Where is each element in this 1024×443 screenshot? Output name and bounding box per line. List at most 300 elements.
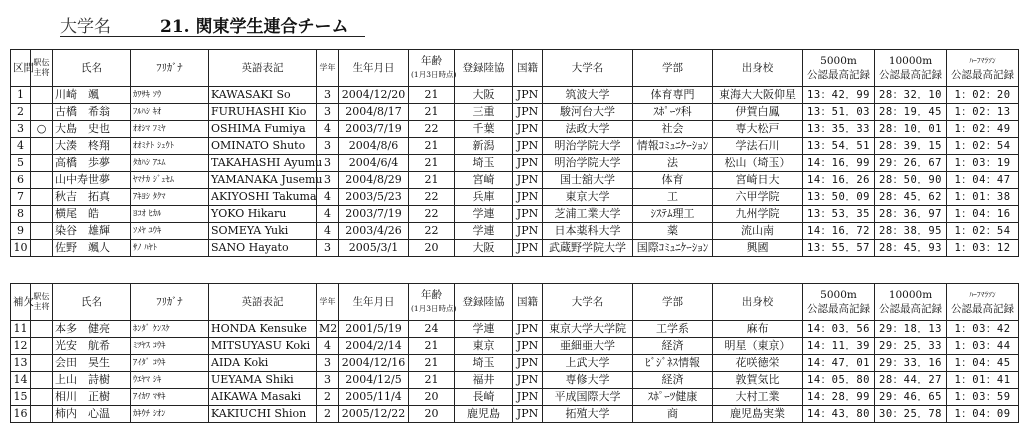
cell-nationality: JPN xyxy=(513,206,543,223)
cell-university: 東京大学大学院 xyxy=(543,321,633,338)
cell-age: 21 xyxy=(409,355,455,372)
cell-grade: 4 xyxy=(317,223,339,240)
cell-half-marathon: 1：04：45 xyxy=(947,355,1019,372)
cell-age: 22 xyxy=(409,189,455,206)
cell-number: 11 xyxy=(11,321,31,338)
reserve-row xyxy=(11,372,1019,389)
cell-faculty: ｽﾎﾟｰﾂ科 xyxy=(633,104,713,121)
reserve-row xyxy=(11,321,1019,338)
cell-10000m: 28：45．93 xyxy=(875,240,947,257)
cell-furigana: ｶｷｳﾁ ｼｵﾝ xyxy=(131,406,209,423)
cell-name: 会田 昊生 xyxy=(53,355,131,372)
cell-school: 敦賀気比 xyxy=(713,372,803,389)
cell-faculty: 情報ｺﾐｭﾆｹｰｼｮﾝ xyxy=(633,138,713,155)
cell-captain xyxy=(31,223,53,240)
cell-half-marathon: 1：02：54 xyxy=(947,223,1019,240)
cell-half-marathon: 1：03：12 xyxy=(947,240,1019,257)
cell-registered: 宮崎 xyxy=(455,172,513,189)
cell-university: 上武大学 xyxy=(543,355,633,372)
cell-number: 8 xyxy=(11,206,31,223)
cell-name: 川崎 颯 xyxy=(53,87,131,104)
cell-captain xyxy=(31,355,53,372)
header-birth: 生年月日 xyxy=(339,284,409,321)
cell-half-marathon: 1：02：54 xyxy=(947,138,1019,155)
header-age: 年齢 (1月3日時点) xyxy=(409,284,455,321)
reserves-table xyxy=(10,283,1019,423)
cell-english: SANO Hayato xyxy=(209,240,317,257)
cell-number: 6 xyxy=(11,172,31,189)
cell-age: 24 xyxy=(409,321,455,338)
cell-english: MITSUYASU Koki xyxy=(209,338,317,355)
university-label: 大学名 xyxy=(60,17,111,37)
cell-nationality: JPN xyxy=(513,321,543,338)
runner-row xyxy=(11,155,1019,172)
cell-birth: 2005/11/4 xyxy=(339,389,409,406)
cell-furigana: ﾖｺｵ ﾋｶﾙ xyxy=(131,206,209,223)
cell-grade: 4 xyxy=(317,121,339,138)
reserve-row xyxy=(11,338,1019,355)
cell-school: 花咲徳栄 xyxy=(713,355,803,372)
cell-faculty: ｼｽﾃﾑ理工 xyxy=(633,206,713,223)
runner-row xyxy=(11,121,1019,138)
cell-registered: 鹿児島 xyxy=(455,406,513,423)
cell-furigana: ｶﾜｻｷ ｿｳ xyxy=(131,87,209,104)
cell-number: 4 xyxy=(11,138,31,155)
cell-half-marathon: 1：01：41 xyxy=(947,372,1019,389)
cell-number: 1 xyxy=(11,87,31,104)
cell-grade: 4 xyxy=(317,338,339,355)
cell-school: 松山（埼玉） xyxy=(713,155,803,172)
header-ekiden-captain: 駅伝 主将 xyxy=(31,284,53,321)
cell-5000m: 14：11．39 xyxy=(803,338,875,355)
cell-10000m: 30：25．78 xyxy=(875,406,947,423)
header-university: 大学名 xyxy=(543,284,633,321)
cell-number: 10 xyxy=(11,240,31,257)
cell-faculty: 体育専門 xyxy=(633,87,713,104)
cell-registered: 大阪 xyxy=(455,87,513,104)
cell-captain xyxy=(31,155,53,172)
cell-grade: 3 xyxy=(317,155,339,172)
cell-grade: 3 xyxy=(317,355,339,372)
cell-birth: 2004/12/20 xyxy=(339,87,409,104)
header-nationality: 国籍 xyxy=(513,284,543,321)
cell-registered: 学連 xyxy=(455,223,513,240)
cell-furigana: ﾐﾂﾔｽ ｺｳｷ xyxy=(131,338,209,355)
cell-captain xyxy=(31,87,53,104)
cell-half-marathon: 1：02：49 xyxy=(947,121,1019,138)
cell-school: 麻布 xyxy=(713,321,803,338)
cell-10000m: 29：26．67 xyxy=(875,155,947,172)
cell-furigana: ｳｴﾔﾏ ｼｷ xyxy=(131,372,209,389)
cell-registered: 三重 xyxy=(455,104,513,121)
cell-registered: 長崎 xyxy=(455,389,513,406)
cell-10000m: 28：38．95 xyxy=(875,223,947,240)
header-registered: 登録陸協 xyxy=(455,284,513,321)
cell-grade: 4 xyxy=(317,189,339,206)
cell-captain: ○ xyxy=(31,121,53,138)
cell-faculty: 法 xyxy=(633,155,713,172)
cell-english: OMINATO Shuto xyxy=(209,138,317,155)
runner-row xyxy=(11,240,1019,257)
header-half-marathon: ﾊｰﾌﾏﾗｿﾝ 公認最高記録 xyxy=(947,284,1019,321)
cell-faculty: 国際ｺﾐｭﾆｹｰｼｮﾝ xyxy=(633,240,713,257)
cell-5000m: 13：51．03 xyxy=(803,104,875,121)
cell-birth: 2004/12/16 xyxy=(339,355,409,372)
cell-english: HONDA Kensuke xyxy=(209,321,317,338)
cell-5000m: 14：28．99 xyxy=(803,389,875,406)
cell-nationality: JPN xyxy=(513,104,543,121)
cell-nationality: JPN xyxy=(513,172,543,189)
cell-registered: 学連 xyxy=(455,206,513,223)
cell-birth: 2003/7/19 xyxy=(339,121,409,138)
header-school: 出身校 xyxy=(713,284,803,321)
cell-english: YAMANAKA Jusemu xyxy=(209,172,317,189)
cell-number: 9 xyxy=(11,223,31,240)
cell-number: 13 xyxy=(11,355,31,372)
cell-age: 21 xyxy=(409,338,455,355)
runner-row xyxy=(11,206,1019,223)
cell-10000m: 28：50．90 xyxy=(875,172,947,189)
cell-university: 芝浦工業大学 xyxy=(543,206,633,223)
cell-faculty: 経済 xyxy=(633,372,713,389)
runner-row xyxy=(11,104,1019,121)
header-5000m: 5000m 公認最高記録 xyxy=(803,50,875,87)
cell-nationality: JPN xyxy=(513,355,543,372)
cell-captain xyxy=(31,189,53,206)
cell-5000m: 14：16．99 xyxy=(803,155,875,172)
header-5000m: 5000m 公認最高記録 xyxy=(803,284,875,321)
header-half-marathon: ﾊｰﾌﾏﾗｿﾝ 公認最高記録 xyxy=(947,50,1019,87)
cell-faculty: ﾋﾞｼﾞﾈｽ情報 xyxy=(633,355,713,372)
cell-university: 法政大学 xyxy=(543,121,633,138)
cell-furigana: ﾌﾙﾊｼ ｷｵ xyxy=(131,104,209,121)
cell-birth: 2005/3/1 xyxy=(339,240,409,257)
reserve-row xyxy=(11,389,1019,406)
cell-university: 平成国際大学 xyxy=(543,389,633,406)
cell-age: 20 xyxy=(409,240,455,257)
cell-grade: 3 xyxy=(317,240,339,257)
cell-birth: 2003/7/19 xyxy=(339,206,409,223)
cell-5000m: 14：16．26 xyxy=(803,172,875,189)
cell-5000m: 13：55．57 xyxy=(803,240,875,257)
cell-nationality: JPN xyxy=(513,338,543,355)
cell-name: 山中寿世夢 xyxy=(53,172,131,189)
cell-half-marathon: 1：03：44 xyxy=(947,338,1019,355)
header-section: 区間 xyxy=(11,50,31,87)
cell-age: 21 xyxy=(409,172,455,189)
cell-5000m: 13：35．33 xyxy=(803,121,875,138)
cell-half-marathon: 1：04：47 xyxy=(947,172,1019,189)
header-english: 英語表記 xyxy=(209,284,317,321)
cell-english: TAKAHASHI Ayumu xyxy=(209,155,317,172)
header-furigana: ﾌﾘｶﾞﾅ xyxy=(131,284,209,321)
cell-grade: 3 xyxy=(317,104,339,121)
header-registered: 登録陸協 xyxy=(455,50,513,87)
cell-furigana: ｻﾉ ﾊﾔﾄ xyxy=(131,240,209,257)
cell-university: 明治学院大学 xyxy=(543,155,633,172)
cell-captain xyxy=(31,138,53,155)
cell-captain xyxy=(31,104,53,121)
cell-grade: 2 xyxy=(317,389,339,406)
cell-grade: 3 xyxy=(317,87,339,104)
cell-nationality: JPN xyxy=(513,138,543,155)
cell-name: 染谷 雄輝 xyxy=(53,223,131,240)
cell-school: 学法石川 xyxy=(713,138,803,155)
cell-furigana: ﾀｶﾊｼ ｱﾕﾑ xyxy=(131,155,209,172)
header-10000m: 10000m 公認最高記録 xyxy=(875,284,947,321)
cell-10000m: 28：19．45 xyxy=(875,104,947,121)
cell-nationality: JPN xyxy=(513,406,543,423)
cell-age: 21 xyxy=(409,372,455,389)
cell-school: 大村工業 xyxy=(713,389,803,406)
header-age: 年齢 (1月3日時点) xyxy=(409,50,455,87)
header-name: 氏名 xyxy=(53,50,131,87)
cell-10000m: 28：32．10 xyxy=(875,87,947,104)
cell-5000m: 14：16．72 xyxy=(803,223,875,240)
cell-furigana: ﾎﾝﾀﾞ ｹﾝｽｹ xyxy=(131,321,209,338)
header-birth: 生年月日 xyxy=(339,50,409,87)
cell-registered: 東京 xyxy=(455,338,513,355)
cell-english: KAWASAKI So xyxy=(209,87,317,104)
cell-registered: 学連 xyxy=(455,321,513,338)
cell-faculty: 工 xyxy=(633,189,713,206)
header-ekiden-captain: 駅伝 主将 xyxy=(31,50,53,87)
cell-captain xyxy=(31,372,53,389)
cell-english: OSHIMA Fumiya xyxy=(209,121,317,138)
cell-5000m: 13：50．09 xyxy=(803,189,875,206)
header-school: 出身校 xyxy=(713,50,803,87)
header-faculty: 学部 xyxy=(633,284,713,321)
cell-birth: 2003/5/23 xyxy=(339,189,409,206)
cell-name: 本多 健亮 xyxy=(53,321,131,338)
cell-5000m: 13：53．35 xyxy=(803,206,875,223)
cell-registered: 埼玉 xyxy=(455,355,513,372)
cell-name: 大島 史也 xyxy=(53,121,131,138)
cell-half-marathon: 1：03：19 xyxy=(947,155,1019,172)
cell-birth: 2004/8/17 xyxy=(339,104,409,121)
cell-half-marathon: 1：03：59 xyxy=(947,389,1019,406)
cell-number: 3 xyxy=(11,121,31,138)
cell-english: AIKAWA Masaki xyxy=(209,389,317,406)
cell-registered: 千葉 xyxy=(455,121,513,138)
cell-grade: 3 xyxy=(317,372,339,389)
cell-furigana: ｵｵﾐﾅﾄ ｼｭｳﾄ xyxy=(131,138,209,155)
cell-age: 21 xyxy=(409,104,455,121)
cell-grade: 3 xyxy=(317,172,339,189)
cell-number: 14 xyxy=(11,372,31,389)
cell-nationality: JPN xyxy=(513,223,543,240)
reserve-row xyxy=(11,406,1019,423)
cell-furigana: ｱｲﾀﾞ ｺｳｷ xyxy=(131,355,209,372)
cell-captain xyxy=(31,406,53,423)
cell-5000m: 14：03．56 xyxy=(803,321,875,338)
cell-nationality: JPN xyxy=(513,240,543,257)
cell-school: 鹿児島実業 xyxy=(713,406,803,423)
team-title: 21. 関東学生連合チーム xyxy=(160,17,349,37)
cell-nationality: JPN xyxy=(513,372,543,389)
cell-faculty: 工学系 xyxy=(633,321,713,338)
cell-number: 16 xyxy=(11,406,31,423)
cell-birth: 2003/4/26 xyxy=(339,223,409,240)
cell-number: 5 xyxy=(11,155,31,172)
cell-english: FURUHASHI Kio xyxy=(209,104,317,121)
cell-number: 7 xyxy=(11,189,31,206)
cell-university: 拓殖大学 xyxy=(543,406,633,423)
cell-nationality: JPN xyxy=(513,121,543,138)
cell-number: 2 xyxy=(11,104,31,121)
header-english: 英語表記 xyxy=(209,50,317,87)
cell-birth: 2005/12/22 xyxy=(339,406,409,423)
cell-english: UEYAMA Shiki xyxy=(209,372,317,389)
cell-name: 大湊 柊翔 xyxy=(53,138,131,155)
cell-name: 柿内 心温 xyxy=(53,406,131,423)
cell-name: 横尾 皓 xyxy=(53,206,131,223)
cell-school: 興國 xyxy=(713,240,803,257)
cell-english: YOKO Hikaru xyxy=(209,206,317,223)
cell-5000m: 13：42．99 xyxy=(803,87,875,104)
cell-university: 専修大学 xyxy=(543,372,633,389)
cell-furigana: ﾔﾏﾅｶ ｼﾞｭｾﾑ xyxy=(131,172,209,189)
cell-number: 12 xyxy=(11,338,31,355)
cell-registered: 兵庫 xyxy=(455,189,513,206)
header-name: 氏名 xyxy=(53,284,131,321)
cell-english: KAKIUCHI Shion xyxy=(209,406,317,423)
cell-half-marathon: 1：02：20 xyxy=(947,87,1019,104)
cell-name: 古橋 希翁 xyxy=(53,104,131,121)
cell-faculty: ｽﾎﾟｰﾂ健康 xyxy=(633,389,713,406)
title-underline xyxy=(60,36,365,37)
cell-captain xyxy=(31,338,53,355)
cell-faculty: 体育 xyxy=(633,172,713,189)
cell-captain xyxy=(31,389,53,406)
cell-registered: 大阪 xyxy=(455,240,513,257)
cell-university: 亜細亜大学 xyxy=(543,338,633,355)
cell-captain xyxy=(31,240,53,257)
cell-10000m: 28：10．01 xyxy=(875,121,947,138)
cell-age: 22 xyxy=(409,206,455,223)
cell-birth: 2004/2/14 xyxy=(339,338,409,355)
cell-age: 20 xyxy=(409,406,455,423)
cell-birth: 2004/6/4 xyxy=(339,155,409,172)
cell-registered: 新潟 xyxy=(455,138,513,155)
cell-10000m: 29：46．65 xyxy=(875,389,947,406)
cell-grade: M2 xyxy=(317,321,339,338)
cell-birth: 2004/8/6 xyxy=(339,138,409,155)
cell-half-marathon: 1：01：38 xyxy=(947,189,1019,206)
cell-english: AKIYOSHI Takuma xyxy=(209,189,317,206)
cell-age: 22 xyxy=(409,223,455,240)
runner-row xyxy=(11,223,1019,240)
cell-grade: 3 xyxy=(317,138,339,155)
header-grade: 学年 xyxy=(317,284,339,321)
cell-captain xyxy=(31,321,53,338)
runners-header-row xyxy=(11,50,1019,87)
cell-name: 秋吉 拓真 xyxy=(53,189,131,206)
cell-birth: 2004/8/29 xyxy=(339,172,409,189)
cell-age: 21 xyxy=(409,87,455,104)
cell-age: 22 xyxy=(409,121,455,138)
cell-name: 上山 詩樹 xyxy=(53,372,131,389)
cell-grade: 4 xyxy=(317,206,339,223)
header-furigana: ﾌﾘｶﾞﾅ xyxy=(131,50,209,87)
cell-university: 武蔵野学院大学 xyxy=(543,240,633,257)
cell-school: 流山南 xyxy=(713,223,803,240)
cell-furigana: ｵｵｼﾏ ﾌﾐﾔ xyxy=(131,121,209,138)
cell-10000m: 29：25．33 xyxy=(875,338,947,355)
cell-school: 東海大大阪仰星 xyxy=(713,87,803,104)
cell-half-marathon: 1：03：42 xyxy=(947,321,1019,338)
header-reserve: 補欠 xyxy=(11,284,31,321)
header-grade: 学年 xyxy=(317,50,339,87)
cell-number: 15 xyxy=(11,389,31,406)
runner-row xyxy=(11,189,1019,206)
cell-university: 日本薬科大学 xyxy=(543,223,633,240)
cell-half-marathon: 1：04：16 xyxy=(947,206,1019,223)
cell-5000m: 14：47．01 xyxy=(803,355,875,372)
runner-row xyxy=(11,172,1019,189)
cell-faculty: 社会 xyxy=(633,121,713,138)
cell-name: 佐野 颯人 xyxy=(53,240,131,257)
cell-english: AIDA Koki xyxy=(209,355,317,372)
header-10000m: 10000m 公認最高記録 xyxy=(875,50,947,87)
cell-university: 明治学院大学 xyxy=(543,138,633,155)
cell-university: 駿河台大学 xyxy=(543,104,633,121)
cell-half-marathon: 1：02：13 xyxy=(947,104,1019,121)
cell-nationality: JPN xyxy=(513,189,543,206)
cell-nationality: JPN xyxy=(513,155,543,172)
header-university: 大学名 xyxy=(543,50,633,87)
cell-name: 高橋 歩夢 xyxy=(53,155,131,172)
cell-school: 九州学院 xyxy=(713,206,803,223)
runners-table xyxy=(10,49,1019,257)
cell-10000m: 29：18．13 xyxy=(875,321,947,338)
cell-faculty: 商 xyxy=(633,406,713,423)
cell-half-marathon: 1：04：09 xyxy=(947,406,1019,423)
cell-5000m: 14：05．80 xyxy=(803,372,875,389)
cell-faculty: 薬 xyxy=(633,223,713,240)
cell-university: 国士舘大学 xyxy=(543,172,633,189)
runner-row xyxy=(11,87,1019,104)
header-nationality: 国籍 xyxy=(513,50,543,87)
reserve-row xyxy=(11,355,1019,372)
cell-registered: 福井 xyxy=(455,372,513,389)
header-faculty: 学部 xyxy=(633,50,713,87)
cell-nationality: JPN xyxy=(513,389,543,406)
cell-captain xyxy=(31,172,53,189)
cell-age: 21 xyxy=(409,138,455,155)
cell-10000m: 28：36．97 xyxy=(875,206,947,223)
cell-birth: 2004/12/5 xyxy=(339,372,409,389)
cell-10000m: 28：44．27 xyxy=(875,372,947,389)
cell-grade: 2 xyxy=(317,406,339,423)
cell-age: 21 xyxy=(409,155,455,172)
cell-5000m: 13：54．51 xyxy=(803,138,875,155)
cell-10000m: 29：33．16 xyxy=(875,355,947,372)
cell-school: 明星（東京） xyxy=(713,338,803,355)
cell-university: 筑波大学 xyxy=(543,87,633,104)
runner-row xyxy=(11,138,1019,155)
cell-age: 20 xyxy=(409,389,455,406)
cell-furigana: ｱｲｶﾜ ﾏｻｷ xyxy=(131,389,209,406)
cell-faculty: 経済 xyxy=(633,338,713,355)
cell-university: 東京大学 xyxy=(543,189,633,206)
reserves-header-row xyxy=(11,284,1019,321)
cell-school: 伊賀白鳳 xyxy=(713,104,803,121)
cell-5000m: 14：43．80 xyxy=(803,406,875,423)
cell-school: 宮崎日大 xyxy=(713,172,803,189)
cell-name: 光安 航希 xyxy=(53,338,131,355)
cell-captain xyxy=(31,206,53,223)
